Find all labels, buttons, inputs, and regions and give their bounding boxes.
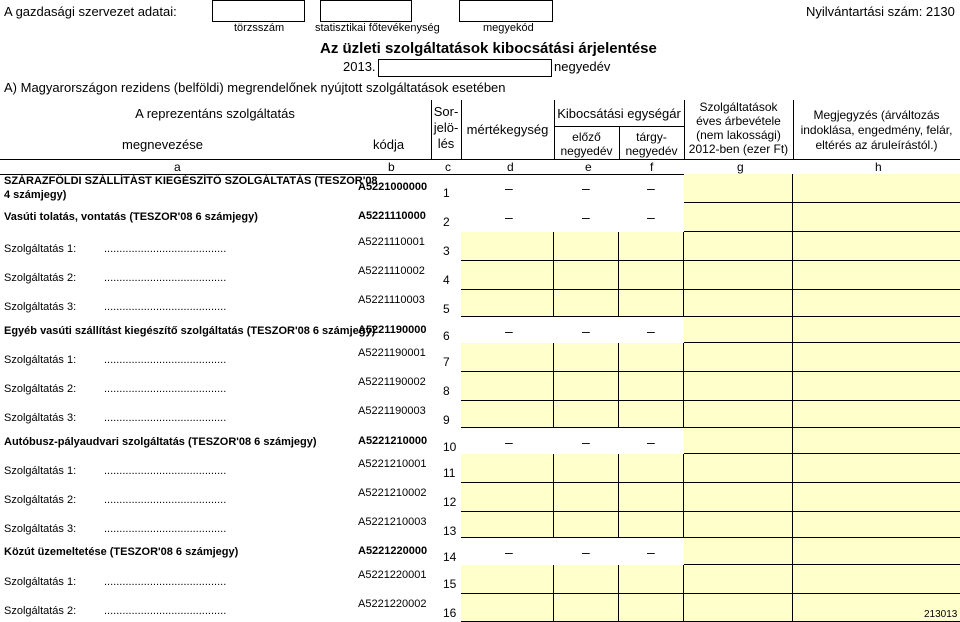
revenue-cell[interactable] (684, 203, 793, 232)
current-price-cell[interactable] (619, 232, 684, 261)
revenue-cell[interactable] (684, 343, 793, 372)
column-letter-h: h (875, 160, 882, 174)
row-code: A5221190000 (358, 324, 427, 336)
row-number: 12 (443, 495, 457, 509)
prev-price-cell[interactable] (554, 594, 619, 622)
revenue-cell[interactable] (684, 538, 793, 565)
service-dots[interactable]: ........................................ (104, 605, 227, 617)
row-code: A5221210001 (358, 458, 427, 470)
current-quarter-header: tárgy- negyedév (625, 130, 678, 158)
unit-cell[interactable] (461, 290, 554, 317)
row-number: 7 (443, 355, 450, 369)
footer-code: 213013 (924, 609, 958, 620)
stat-activity-field[interactable] (320, 0, 412, 22)
dash-unit: – (505, 209, 513, 225)
revenue-cell[interactable] (684, 512, 793, 538)
current-price-cell[interactable] (619, 565, 684, 594)
row-label: Autóbusz-pályaudvari szolgáltatás (TESZOR'08 6 számjegy) (4, 436, 317, 448)
quarter-field[interactable] (378, 59, 552, 77)
unit-cell[interactable] (461, 483, 554, 512)
service-dots[interactable]: ........................................ (104, 383, 227, 395)
service-dots[interactable]: ........................................ (104, 243, 227, 255)
current-price-cell[interactable] (619, 372, 684, 401)
notes-header: Megjegyzés (árváltozás indoklása, engedmény, felár, eltérés az áruleírástól.) (800, 108, 953, 152)
service-label: Szolgáltatás 1: (4, 465, 77, 477)
notes-cell[interactable] (793, 317, 960, 343)
unit-cell[interactable] (461, 565, 554, 594)
row-code: A5221110000 (358, 210, 426, 222)
megyekod-field[interactable] (459, 0, 553, 22)
unit-cell[interactable] (461, 232, 554, 261)
row-number: 13 (443, 524, 457, 538)
unit-cell[interactable] (461, 594, 554, 622)
current-price-cell[interactable] (619, 343, 684, 372)
revenue-header: Szolgáltatások éves árbevétele (nem lakossági) 2012-ben (ezer Ft) (688, 100, 789, 156)
revenue-cell[interactable] (684, 454, 793, 483)
service-label: Szolgáltatás 3: (4, 301, 77, 313)
name-header: megnevezése (122, 137, 203, 152)
revenue-cell[interactable] (684, 401, 793, 428)
revenue-cell[interactable] (684, 594, 793, 622)
row-label: Közút üzemeltetése (TESZOR'08 6 számjegy) (4, 546, 239, 558)
prev-price-cell[interactable] (554, 372, 619, 401)
dash-unit: – (505, 180, 513, 196)
dash-current: – (647, 209, 655, 225)
dash-current: – (647, 434, 655, 450)
column-letter-f: f (650, 160, 654, 174)
revenue-cell[interactable] (684, 317, 793, 343)
service-dots[interactable]: ........................................ (104, 494, 227, 506)
year-label: 2013. (343, 59, 376, 74)
prev-price-cell[interactable] (554, 512, 619, 538)
field-label-megyekod: megyekód (483, 22, 534, 34)
dash-prev: – (582, 544, 590, 560)
service-label: Szolgáltatás 2: (4, 494, 77, 506)
dash-unit: – (505, 323, 513, 339)
unit-cell[interactable] (461, 401, 554, 428)
row-code: A5221210003 (358, 516, 427, 528)
row-number: 3 (443, 244, 450, 258)
revenue-cell[interactable] (684, 372, 793, 401)
notes-cell[interactable] (793, 428, 960, 454)
org-label: A gazdasági szervezet adatai: (4, 4, 177, 19)
prev-price-cell[interactable] (554, 261, 619, 290)
revenue-cell[interactable] (684, 290, 793, 317)
row-number: 8 (443, 384, 450, 398)
service-label: Szolgáltatás 2: (4, 383, 77, 395)
row-code: A5221220000 (358, 545, 428, 557)
row-label: Egyéb vasúti szállítást kiegészítő szolgáltatás (TESZOR'08 6 számjegy) (4, 325, 376, 337)
revenue-cell[interactable] (684, 428, 793, 454)
row-number: 6 (443, 329, 450, 343)
service-dots[interactable]: ........................................ (104, 523, 227, 535)
dash-current: – (647, 180, 655, 196)
row-number: 1 (443, 186, 450, 200)
column-letter-b: b (388, 160, 395, 174)
row-code: A5221190003 (358, 405, 426, 417)
row-code: A5221210002 (358, 487, 427, 499)
dash-current: – (647, 323, 655, 339)
unit-cell[interactable] (461, 512, 554, 538)
prev-price-cell[interactable] (554, 483, 619, 512)
row-label: Vasúti tolatás, vontatás (TESZOR'08 6 számjegy) (4, 211, 258, 223)
notes-cell[interactable] (793, 232, 960, 261)
current-price-cell[interactable] (619, 483, 684, 512)
row-number: 5 (443, 302, 450, 316)
column-letter-e: e (585, 160, 592, 174)
service-dots[interactable]: ........................................ (104, 412, 227, 424)
page-title: Az üzleti szolgáltatások kibocsátási árjelentése (320, 40, 657, 57)
row-number: 2 (443, 215, 450, 229)
prev-price-cell[interactable] (554, 232, 619, 261)
prev-price-cell[interactable] (554, 343, 619, 372)
prev-price-cell[interactable] (554, 454, 619, 483)
notes-cell[interactable] (793, 203, 960, 232)
dash-unit: – (505, 544, 513, 560)
service-dots[interactable]: ........................................ (104, 272, 227, 284)
service-dots[interactable]: ........................................ (104, 465, 227, 477)
revenue-cell[interactable] (684, 174, 793, 203)
current-price-cell[interactable] (619, 512, 684, 538)
row-code: A5221190002 (358, 376, 426, 388)
row-number: 11 (443, 466, 456, 480)
unit-cell[interactable] (461, 372, 554, 401)
price-header: Kibocsátási egységár (557, 106, 681, 121)
row-code: A5221220002 (358, 598, 427, 610)
service-label: Szolgáltatás 3: (4, 523, 77, 535)
row-number: 9 (443, 413, 450, 427)
row-number: 14 (443, 550, 457, 564)
notes-cell[interactable] (793, 174, 960, 203)
dash-prev: – (582, 180, 590, 196)
notes-cell[interactable] (793, 538, 960, 565)
row-label: SZÁRAZFÖLDI SZÁLLÍTÁST KIEGÉSZÍTŐ SZOLGÁLTATÁS (TESZOR'08 4 számjegy) (4, 175, 378, 201)
service-label: Szolgáltatás 2: (4, 605, 77, 617)
row-code: A5221210000 (358, 435, 428, 447)
row-number: 15 (443, 577, 457, 591)
current-price-cell[interactable] (619, 290, 684, 317)
unit-cell[interactable] (461, 454, 554, 483)
row-code: A5221000000 (358, 181, 428, 193)
service-label: Szolgáltatás 2: (4, 272, 77, 284)
column-letter-a: a (174, 160, 181, 174)
torzsszam-field[interactable] (212, 0, 305, 22)
service-label: Szolgáltatás 3: (4, 412, 77, 424)
field-label-torzsszam: törzsszám (234, 22, 285, 34)
reg-number: Nyilvántartási szám: 2130 (806, 4, 955, 19)
row-code: A5221110003 (358, 294, 425, 306)
revenue-cell[interactable] (684, 232, 793, 261)
current-price-cell[interactable] (619, 261, 684, 290)
notes-cell[interactable] (793, 565, 960, 594)
service-label: Szolgáltatás 1: (4, 243, 77, 255)
unit-cell[interactable] (461, 261, 554, 290)
quarter-label: negyedév (554, 59, 611, 74)
prev-price-cell[interactable] (554, 290, 619, 317)
notes-cell[interactable] (793, 454, 960, 483)
notes-cell[interactable] (793, 483, 960, 512)
notes-cell[interactable] (793, 343, 960, 372)
column-letter-c: c (445, 160, 451, 174)
service-dots[interactable]: ........................................ (104, 301, 227, 313)
notes-cell[interactable] (793, 290, 960, 317)
row-id-header: Sor- jelö- lés (433, 104, 459, 151)
row-number: 10 (443, 440, 457, 454)
current-price-cell[interactable] (619, 454, 684, 483)
column-letter-d: d (507, 160, 514, 174)
dash-prev: – (582, 434, 590, 450)
row-code: A5221220001 (358, 569, 427, 581)
service-label: Szolgáltatás 1: (4, 576, 77, 588)
dash-prev: – (582, 323, 590, 339)
notes-cell[interactable] (793, 512, 960, 538)
row-code: A5221110001 (358, 236, 425, 248)
notes-cell[interactable] (793, 401, 960, 428)
service-label: Szolgáltatás 1: (4, 354, 77, 366)
repr-service-header: A reprezentáns szolgáltatás (135, 106, 295, 121)
row-number: 16 (443, 606, 457, 620)
row-number: 4 (443, 273, 450, 287)
prev-price-cell[interactable] (554, 401, 619, 428)
field-label-stat: statisztikai főtevékenység (315, 22, 440, 34)
revenue-cell[interactable] (684, 483, 793, 512)
revenue-cell[interactable] (684, 261, 793, 290)
column-letter-g: g (737, 160, 744, 174)
notes-cell[interactable] (793, 372, 960, 401)
service-dots[interactable]: ........................................ (104, 354, 227, 366)
code-header: kódja (373, 137, 405, 152)
section-title: A) Magyarországon rezidens (belföldi) megrendelőnek nyújtott szolgáltatások esetében (4, 80, 506, 95)
dash-prev: – (582, 209, 590, 225)
unit-cell[interactable] (461, 343, 554, 372)
revenue-cell[interactable] (684, 565, 793, 594)
dash-unit: – (505, 434, 513, 450)
row-code: A5221190001 (358, 347, 426, 359)
current-price-cell[interactable] (619, 594, 684, 622)
notes-cell[interactable] (793, 261, 960, 290)
service-dots[interactable]: ........................................ (104, 576, 227, 588)
row-code: A5221110002 (358, 265, 425, 277)
dash-current: – (647, 544, 655, 560)
current-price-cell[interactable] (619, 401, 684, 428)
prev-quarter-header: előző negyedév (560, 130, 613, 158)
prev-price-cell[interactable] (554, 565, 619, 594)
unit-header: mértékegység (466, 122, 549, 137)
